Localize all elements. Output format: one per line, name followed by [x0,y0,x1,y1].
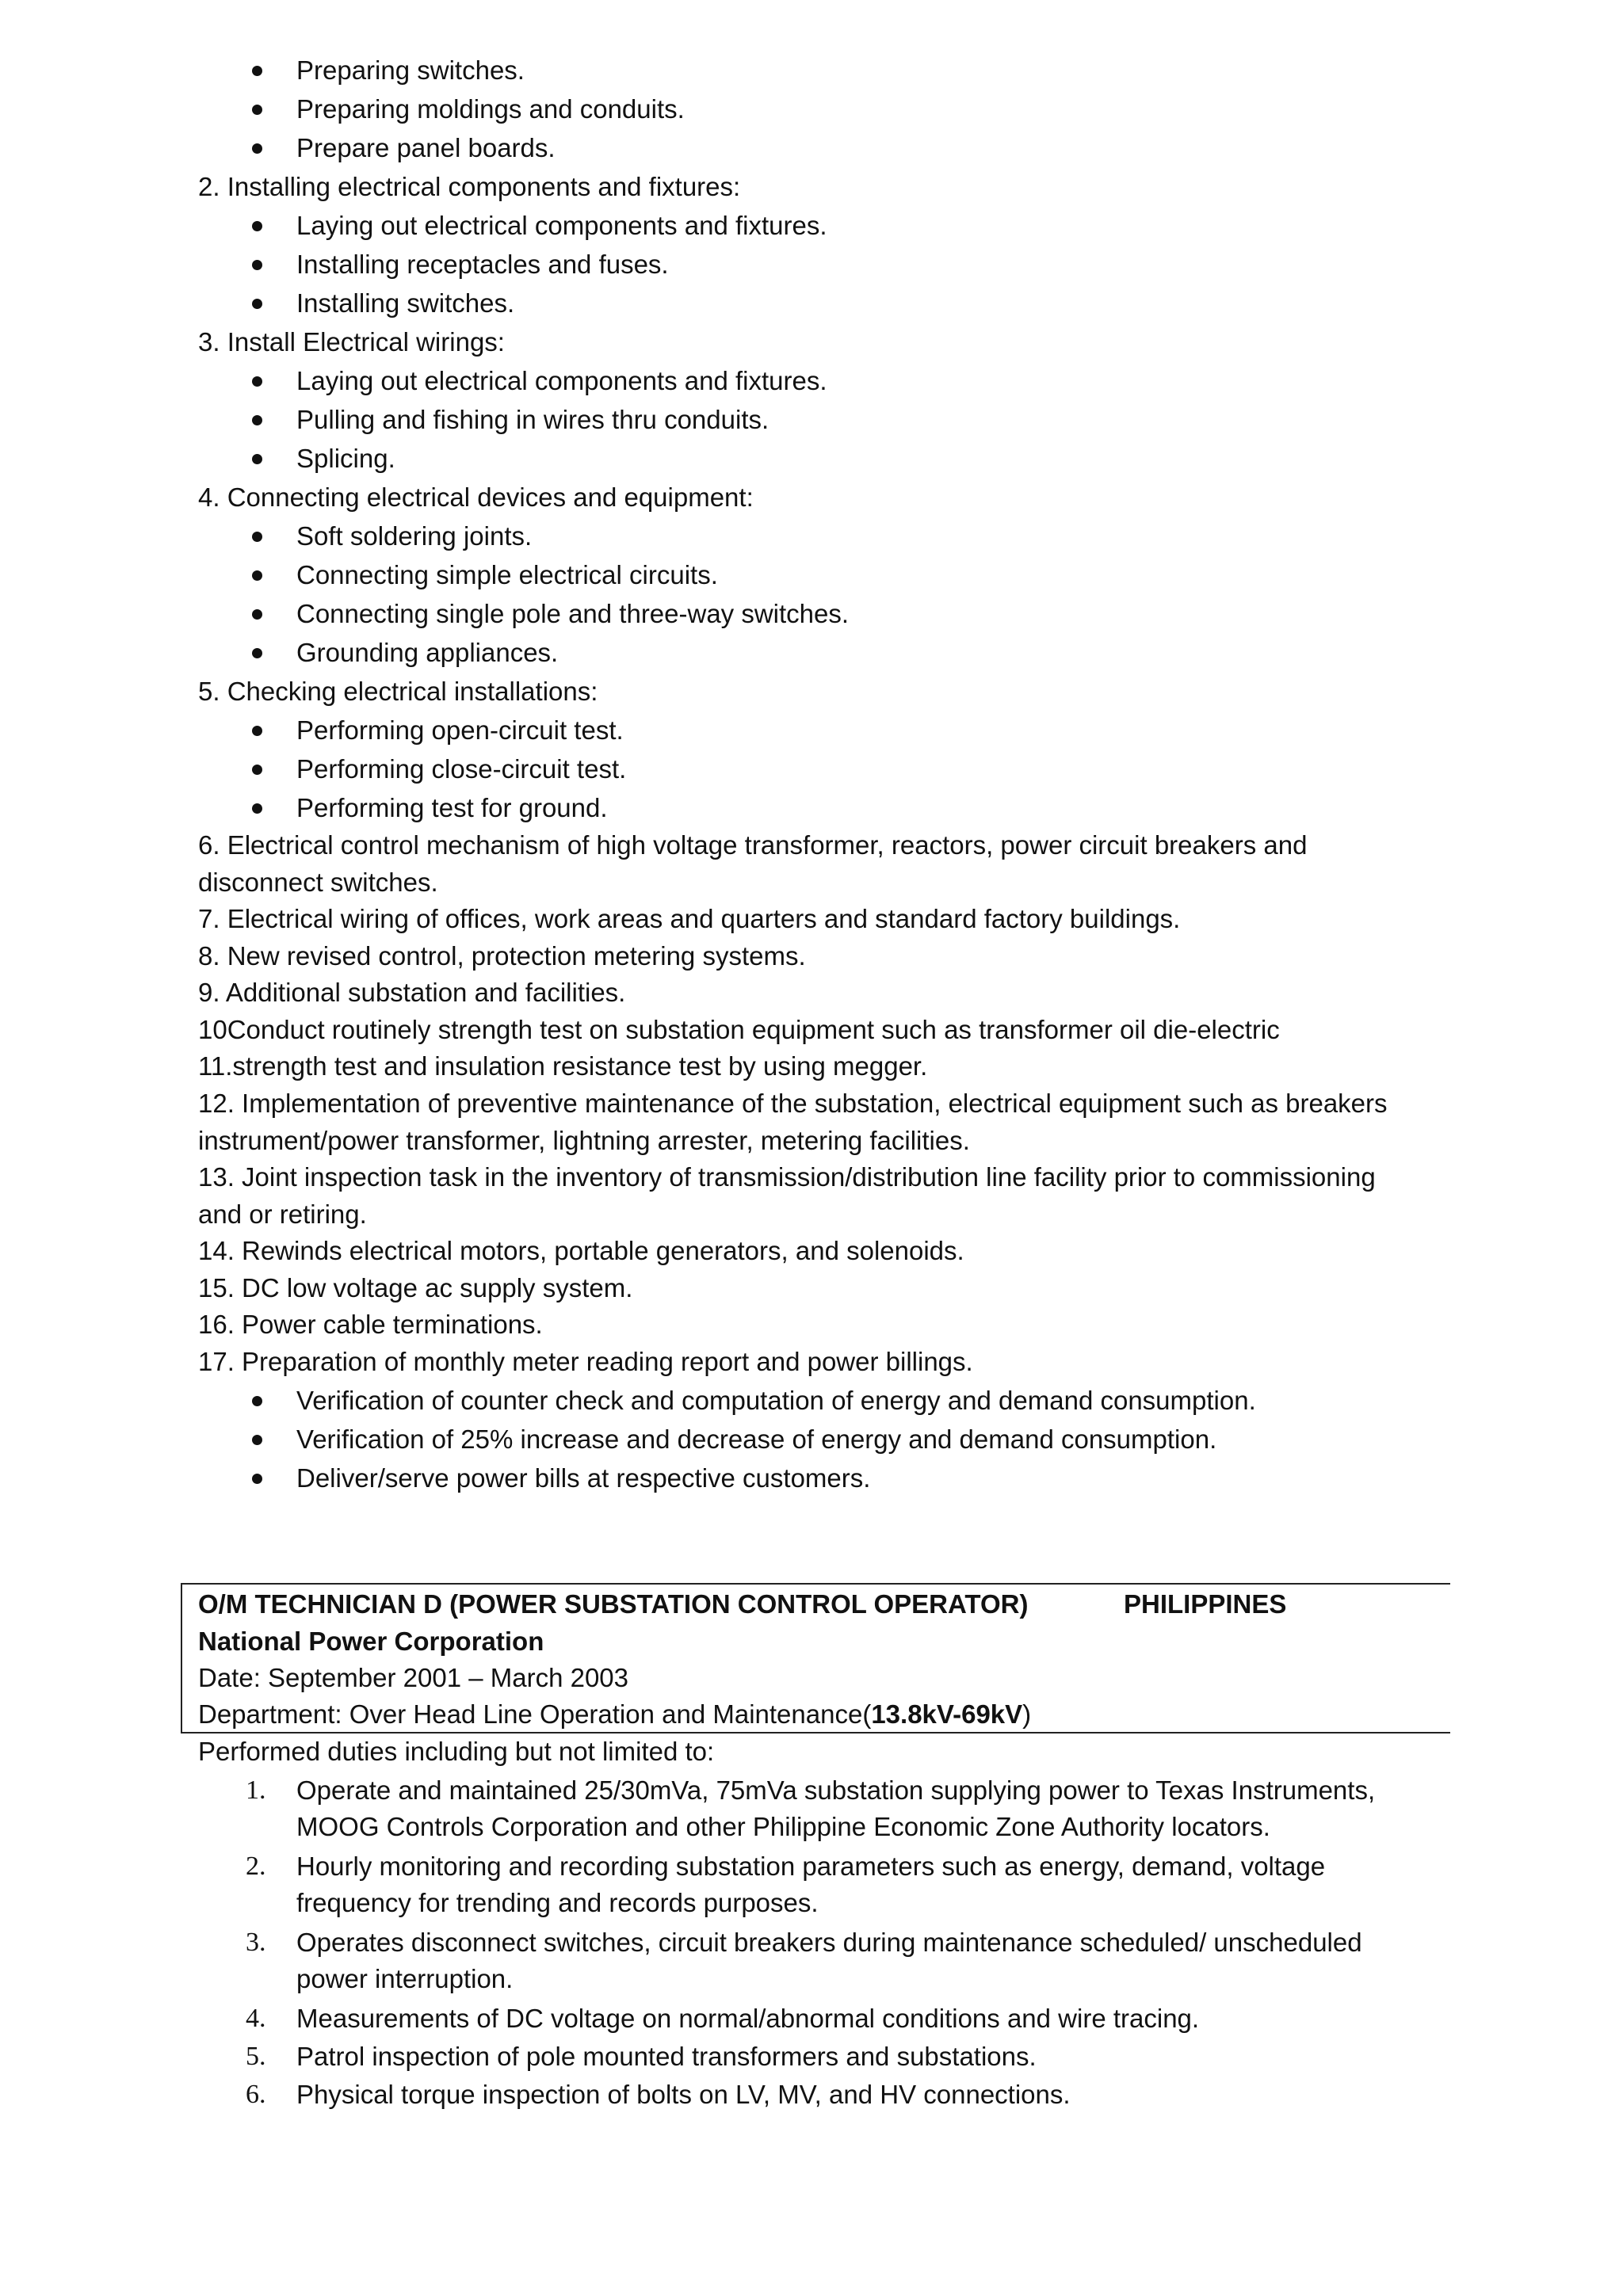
bullet-icon [252,415,262,425]
bullet-icon [252,648,262,658]
list-item: Connecting single pole and three-way switches. [296,599,850,628]
list-item: Prepare panel boards. [296,133,556,162]
numbered-line: instrument/power transformer, lightning arrester, metering facilities. [198,1126,970,1155]
bullet-icon [252,532,262,542]
department-suffix: ) [1022,1699,1032,1729]
numbered-line: disconnect switches. [198,868,438,897]
list-item: Installing switches. [296,288,515,318]
job-location: PHILIPPINES [1124,1589,1287,1619]
section-heading: 5. Checking electrical installations: [198,677,598,706]
list-item: Verification of 25% increase and decrease of energy and demand consumption. [296,1425,1217,1454]
list-item: Performing close-circuit test. [296,754,627,784]
duty-line: Operates disconnect switches, circuit breakers during maintenance scheduled/ unscheduled [296,1928,1362,1957]
list-item: Performing open-circuit test. [296,715,624,745]
list-item: Splicing. [296,444,395,473]
numbered-line: 14. Rewinds electrical motors, portable generators, and solenoids. [198,1236,964,1265]
numbered-line: 11.strength test and insulation resistance test by using megger. [198,1051,928,1081]
duty-line: Hourly monitoring and recording substation parameters such as energy, demand, voltage [296,1852,1326,1881]
bullet-icon [252,260,262,270]
duties-intro: Performed duties including but not limited to: [198,1737,715,1766]
duty-line: Measurements of DC voltage on normal/abnormal conditions and wire tracing. [296,2004,1200,2033]
bullet-icon [252,726,262,736]
list-item: Installing receptacles and fuses. [296,250,669,279]
numbered-line: 10Conduct routinely strength test on substation equipment such as transformer oil die-electric [198,1015,1280,1044]
divider [181,1583,1450,1585]
numbered-line: 8. New revised control, protection metering systems. [198,941,806,971]
numbered-line: 12. Implementation of preventive maintenance of the substation, electrical equipment such as breakers [198,1089,1388,1118]
duty-line: frequency for trending and records purposes. [296,1888,819,1917]
numbered-line: 17. Preparation of monthly meter reading report and power billings. [198,1347,973,1376]
company-name: National Power Corporation [198,1627,544,1656]
bullet-icon [252,105,262,115]
bullet-icon [252,143,262,154]
numbered-line: and or retiring. [198,1199,367,1229]
list-item: Soft soldering joints. [296,521,533,551]
duty-line: Physical torque inspection of bolts on LV, MV, and HV connections. [296,2080,1071,2109]
bullet-icon [252,1474,262,1484]
list-item: Performing test for ground. [296,793,608,822]
duty-number: 5. [246,2042,266,2071]
bullet-icon [252,376,262,387]
bullet-icon [252,803,262,814]
bullet-icon [252,765,262,775]
job-department [198,1696,1031,1733]
bullet-icon [252,221,262,231]
list-item: Pulling and fishing in wires thru conduits. [296,405,769,434]
numbered-line: 7. Electrical wiring of offices, work areas and quarters and standard factory buildings. [198,904,1181,933]
department-label: Department: Over Head Line Operation and Maintenance( [198,1699,872,1729]
duty-number: 1. [246,1775,266,1805]
list-item: Preparing switches. [296,55,525,85]
bullet-icon [252,299,262,309]
list-item: Laying out electrical components and fixtures. [296,211,827,240]
numbered-line: 13. Joint inspection task in the inventory of transmission/distribution line facility prior to commissioning [198,1162,1376,1192]
job-title: O/M TECHNICIAN D (POWER SUBSTATION CONTROL OPERATOR) [198,1589,1029,1619]
duty-number: 3. [246,1928,266,1957]
list-item: Preparing moldings and conduits. [296,94,685,124]
bullet-icon [252,454,262,464]
list-item: Laying out electrical components and fixtures. [296,366,827,395]
bullet-icon [252,1435,262,1445]
numbered-line: 15. DC low voltage ac supply system. [198,1273,633,1302]
duty-line: MOOG Controls Corporation and other Philippine Economic Zone Authority locators. [296,1812,1270,1841]
section-heading: 2. Installing electrical components and fixtures: [198,172,741,201]
duty-line: Patrol inspection of pole mounted transformers and substations. [296,2042,1037,2071]
list-item: Grounding appliances. [296,638,559,667]
list-item: Deliver/serve power bills at respective customers. [296,1463,871,1493]
divider [181,1583,182,1733]
duty-number: 6. [246,2080,266,2109]
numbered-line: 9. Additional substation and facilities. [198,978,626,1007]
duty-number: 4. [246,2004,266,2033]
job-date: Date: September 2001 – March 2003 [198,1663,629,1692]
duty-number: 2. [246,1852,266,1881]
list-item: Connecting simple electrical circuits. [296,560,718,589]
duty-line: Operate and maintained 25/30mVa, 75mVa substation supplying power to Texas Instruments, [296,1775,1376,1805]
section-heading: 4. Connecting electrical devices and equipment: [198,482,754,512]
numbered-line: 16. Power cable terminations. [198,1310,543,1339]
bullet-icon [252,609,262,620]
bullet-icon [252,570,262,581]
duty-line: power interruption. [296,1964,514,1993]
list-item: Verification of counter check and computation of energy and demand consumption. [296,1386,1256,1415]
bullet-icon [252,1396,262,1406]
bullet-icon [252,66,262,76]
section-heading: 3. Install Electrical wirings: [198,327,505,357]
department-voltage: 13.8kV-69kV [871,1699,1023,1729]
numbered-line: 6. Electrical control mechanism of high voltage transformer, reactors, power circuit breakers and [198,830,1308,860]
